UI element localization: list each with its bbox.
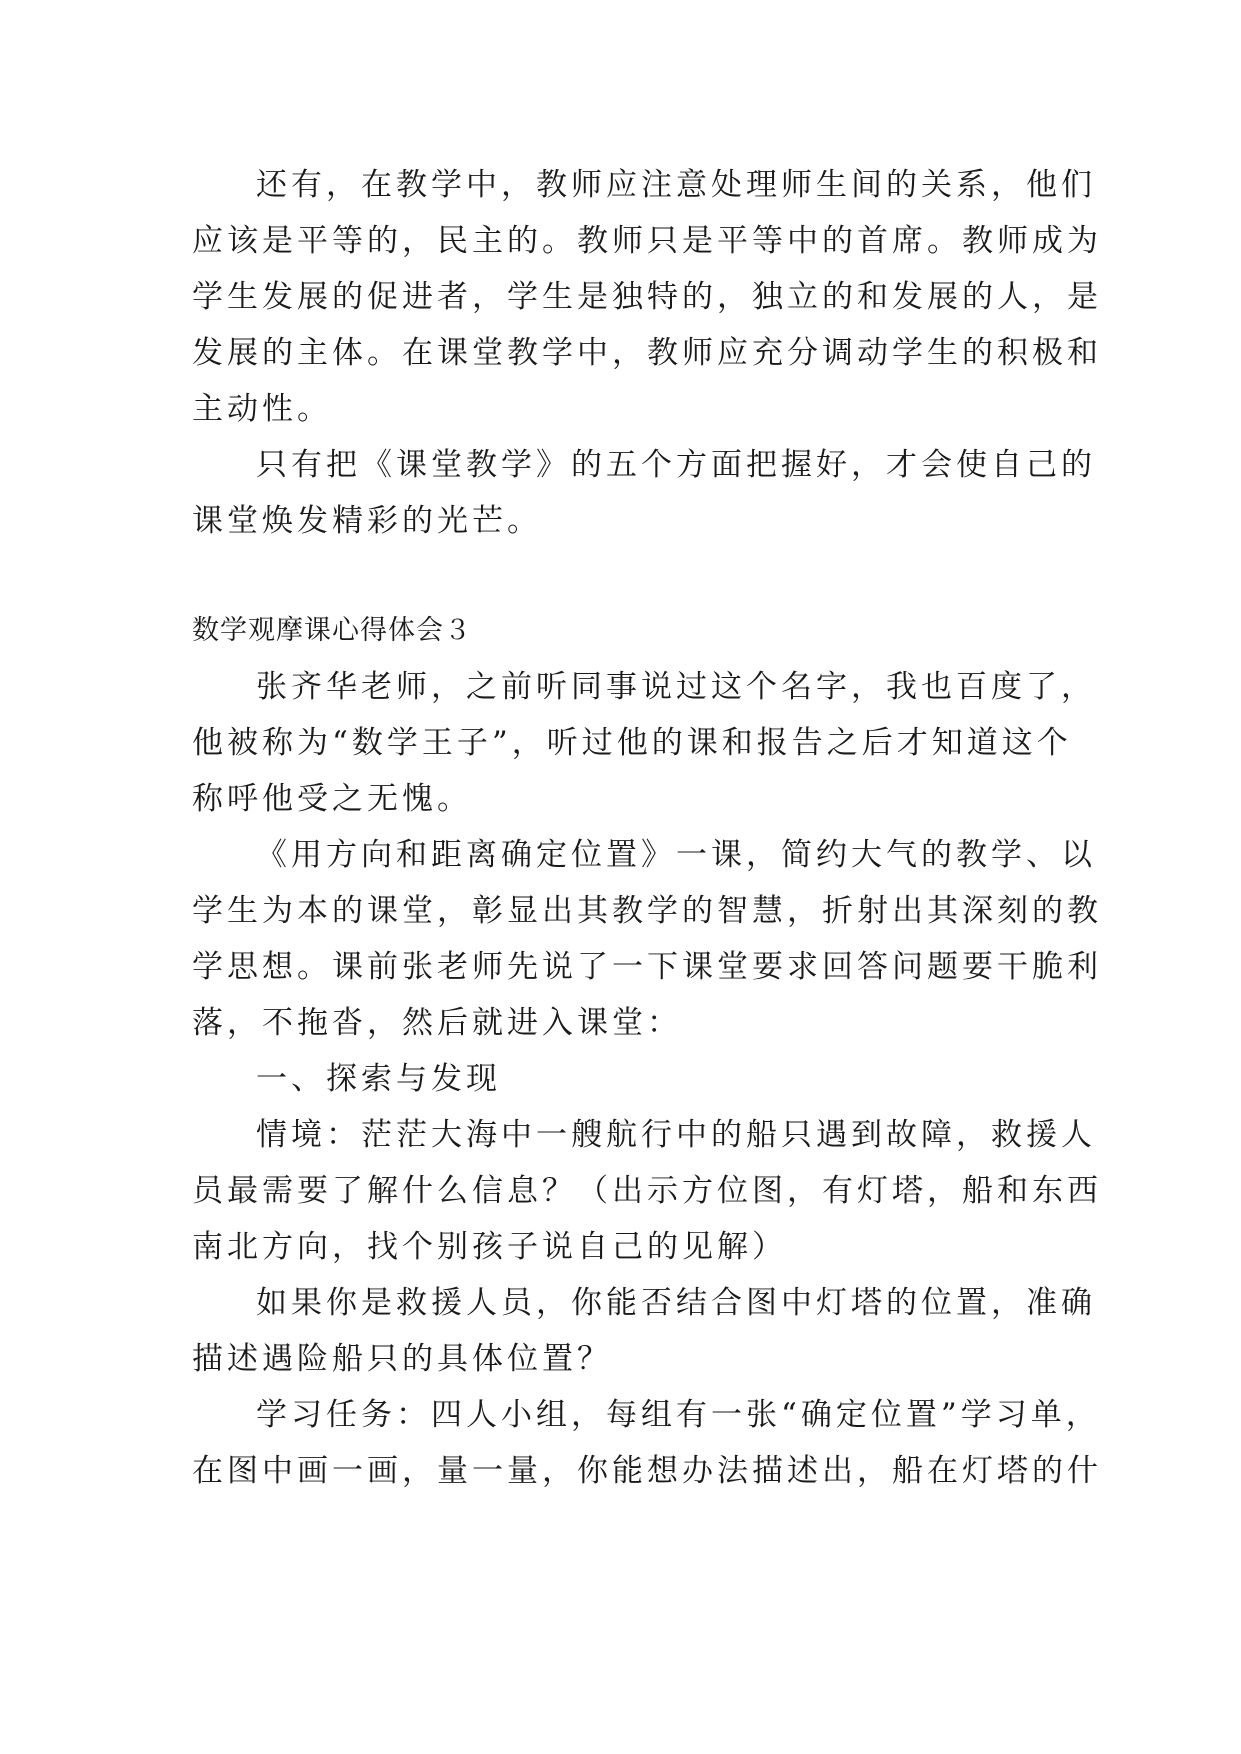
paragraph-8-line-2: 在图中画一画，量一量，你能想办法描述出，船在灯塔的什 <box>192 1453 1102 1489</box>
paragraph-1-line-5: 主动性。 <box>192 391 332 427</box>
paragraph-2-line-1: 只有把《课堂教学》的五个方面把握好，才会使自己的 <box>256 447 1096 483</box>
paragraph-7-line-1: 如果你是救援人员，你能否结合图中灯塔的位置，准确 <box>256 1285 1096 1321</box>
paragraph-7-line-2: 描述遇险船只的具体位置？ <box>192 1341 612 1377</box>
paragraph-4-line-3: 学思想。课前张老师先说了一下课堂要求回答问题要干脆利 <box>192 949 1102 985</box>
paragraph-4-line-4: 落，不拖沓，然后就进入课堂： <box>192 1005 682 1041</box>
paragraph-6-line-3: 南北方向，找个别孩子说自己的见解） <box>192 1229 787 1265</box>
paragraph-5-line-1: 一、探索与发现 <box>256 1061 501 1097</box>
paragraph-1-line-1: 还有，在教学中，教师应注意处理师生间的关系，他们 <box>256 167 1096 203</box>
paragraph-4-line-2: 学生为本的课堂，彰显出其教学的智慧，折射出其深刻的教 <box>192 893 1102 929</box>
paragraph-6-line-1: 情境：茫茫大海中一艘航行中的船只遇到故障，救援人 <box>256 1117 1096 1153</box>
section-heading: 数学观摩课心得体会３ <box>192 615 472 646</box>
paragraph-3-line-3: 称呼他受之无愧。 <box>192 781 472 817</box>
paragraph-3-line-2: 他被称为“数学王子”，听过他的课和报告之后才知道这个 <box>192 725 1072 761</box>
paragraph-4-line-1: 《用方向和距离确定位置》一课，简约大气的教学、以 <box>256 837 1096 873</box>
paragraph-2-line-2: 课堂焕发精彩的光芒。 <box>192 503 542 539</box>
paragraph-6-line-2: 员最需要了解什么信息？（出示方位图，有灯塔，船和东西 <box>192 1173 1102 1209</box>
paragraph-1-line-4: 发展的主体。在课堂教学中，教师应充分调动学生的积极和 <box>192 335 1102 371</box>
paragraph-1-line-3: 学生发展的促进者，学生是独特的，独立的和发展的人，是 <box>192 279 1102 315</box>
paragraph-1-line-2: 应该是平等的，民主的。教师只是平等中的首席。教师成为 <box>192 223 1102 259</box>
paragraph-3-line-1: 张齐华老师，之前听同事说过这个名字，我也百度了， <box>256 669 1096 705</box>
paragraph-8-line-1: 学习任务：四人小组，每组有一张“确定位置”学习单， <box>256 1397 1101 1433</box>
